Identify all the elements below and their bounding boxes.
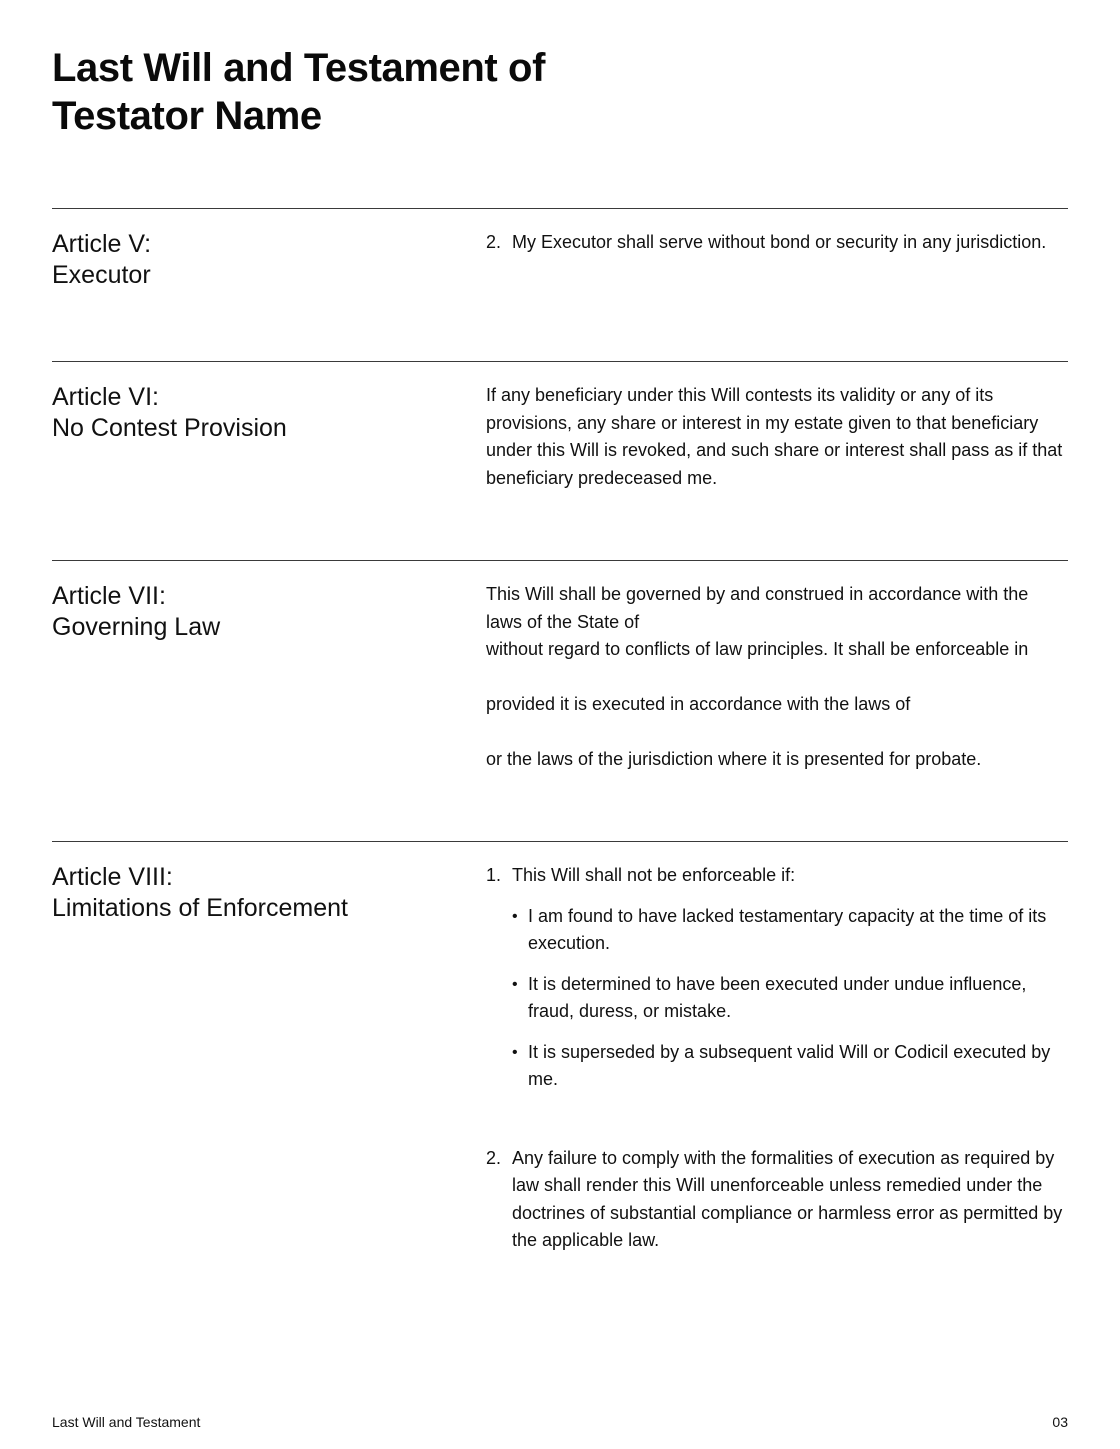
article-vii-heading — [52, 581, 452, 643]
blank-line — [486, 664, 1070, 692]
article-vi-body — [486, 382, 1070, 492]
document-title-line-2: Testator Name — [52, 94, 322, 138]
article-vii-line-5: provided it is executed in accordance with the laws of — [486, 694, 911, 714]
item-number: 1. — [486, 865, 502, 885]
item-number: 2. — [486, 232, 502, 252]
bullet-item — [512, 971, 1070, 1026]
item-text: Any failure to comply with the formalities of execution as required by law shall render this Will unenforceable unless remedied under the doctrines of substantial compliance or harmless error as permitted by the applicable law. — [512, 1147, 1063, 1250]
bullet-list — [512, 903, 1070, 1094]
article-vii-line-1: This Will shall be governed by and construed in accordance with the — [486, 584, 1029, 604]
article-v-heading — [52, 229, 452, 291]
document-title-line-1: Last Will and Testament of — [52, 46, 545, 90]
article-viii-section — [52, 841, 1068, 1250]
item-content — [512, 862, 1070, 1107]
article-vii-section — [52, 560, 1068, 769]
article-v-number: Article V: — [52, 230, 152, 258]
article-viii-body — [486, 862, 1070, 1255]
bullet-icon: • — [512, 1043, 518, 1061]
article-vii-line-2: laws of the State of — [486, 611, 640, 632]
item-text: My Executor shall serve without bond or security in any jurisdiction. — [512, 232, 1047, 252]
article-v-item-2 — [486, 229, 1070, 257]
item-number: 2. — [486, 1147, 502, 1168]
article-vi-paragraph: If any beneficiary under this Will contests its validity or any of its provisions, any share or interest in my estate given to that beneficiary under this Will is revoked, and such share or interest shall pass as if that beneficiary predeceased me. — [486, 385, 1063, 488]
footer-page-number: 03 — [1052, 1414, 1068, 1430]
article-viii-item-2 — [486, 1145, 1070, 1255]
article-vi-section — [52, 361, 1068, 488]
footer-document-name: Last Will and Testament — [52, 1414, 201, 1430]
article-vii-body — [486, 581, 1070, 774]
article-vi-name: No Contest Provision — [52, 414, 287, 442]
article-vi-heading — [52, 382, 452, 444]
blank-line — [486, 719, 1070, 747]
article-viii-item-1 — [486, 862, 1070, 1107]
bullet-text: I am found to have lacked testamentary capacity at the time of its execution. — [528, 905, 1047, 953]
bullet-icon: • — [512, 975, 518, 993]
article-vii-line-3: without regard to conflicts of law principles. It shall be enforceable in — [486, 639, 1029, 659]
article-v-body — [486, 229, 1070, 257]
article-vii-line-7: or the laws of the jurisdiction where it is presented for probate. — [486, 749, 982, 769]
article-vi-number: Article VI: — [52, 383, 159, 411]
item-text: This Will shall not be enforceable if: — [512, 865, 796, 885]
article-vii-number: Article VII: — [52, 582, 166, 610]
bullet-icon: • — [512, 907, 518, 925]
bullet-item — [512, 1039, 1070, 1094]
article-viii-number: Article VIII: — [52, 863, 173, 891]
article-viii-name: Limitations of Enforcement — [52, 894, 348, 922]
bullet-text: It is superseded by a subsequent valid Will or Codicil executed by me. — [528, 1041, 1051, 1089]
article-v-section — [52, 208, 1068, 289]
bullet-item — [512, 903, 1070, 958]
article-v-name: Executor — [52, 261, 151, 289]
bullet-text: It is determined to have been executed under undue influence, fraud, duress, or mistake. — [528, 973, 1027, 1021]
article-viii-heading — [52, 862, 452, 924]
document-title — [52, 44, 545, 140]
article-vii-name: Governing Law — [52, 613, 221, 641]
